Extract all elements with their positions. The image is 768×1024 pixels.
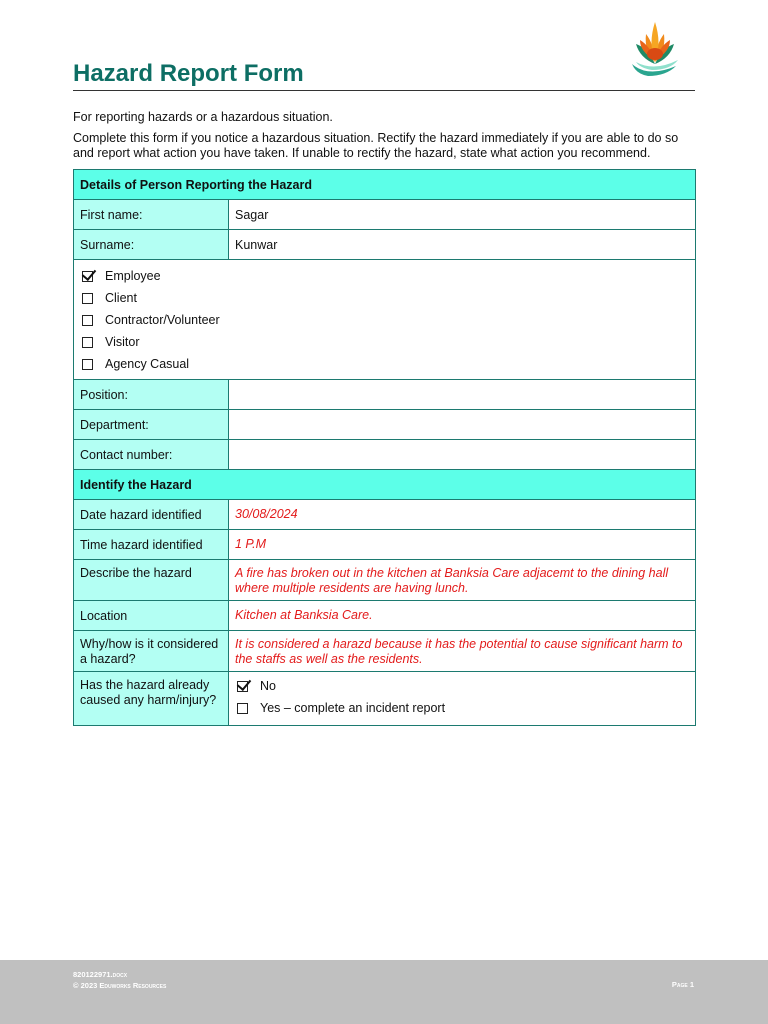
page-title: Hazard Report Form [73,60,304,87]
role-label: Agency Casual [105,357,190,371]
date-identified-label: Date hazard identified [74,500,229,530]
harm-option-label: No [260,679,276,693]
checkbox-checked-icon[interactable] [82,271,93,282]
harm-caused-label: Has the hazard already caused any harm/injury? [74,672,229,726]
department-field[interactable] [229,410,696,440]
role-option-employee[interactable] [80,265,689,287]
role-option-agency-casual[interactable] [80,353,689,375]
role-option-client[interactable] [80,287,689,309]
checkbox-icon[interactable] [82,293,93,304]
describe-hazard-label: Describe the hazard [74,560,229,601]
time-identified-label: Time hazard identified [74,530,229,560]
section-heading-identify: Identify the Hazard [74,470,696,500]
role-label: Client [105,291,137,305]
first-name-label: First name: [74,200,229,230]
describe-hazard-field[interactable]: A fire has broken out in the kitchen at Banksia Care adjacemt to the dining hall where multiple residents are having lunch. [229,560,696,601]
role-label: Visitor [105,335,140,349]
page-number: Page 1 [671,980,694,989]
lotus-flower-logo-icon [626,18,684,78]
harm-option-label: Yes – complete an incident report [260,701,446,715]
copyright-text: © 2023 Eduworks Resources [73,981,167,990]
checkbox-icon[interactable] [237,703,248,714]
checkbox-icon[interactable] [82,359,93,370]
title-divider [73,90,695,91]
contact-number-label: Contact number: [74,440,229,470]
department-label: Department: [74,410,229,440]
position-field[interactable] [229,380,696,410]
location-field[interactable]: Kitchen at Banksia Care. [229,601,696,631]
harm-caused-options [229,672,696,726]
why-hazard-label: Why/how is it considered a hazard? [74,631,229,672]
role-label: Employee [105,269,161,283]
section-heading-reporter: Details of Person Reporting the Hazard [74,170,696,200]
contact-number-field[interactable] [229,440,696,470]
first-name-field[interactable]: Sagar [229,200,696,230]
time-identified-field[interactable]: 1 P.M [229,530,696,560]
role-label: Contractor/Volunteer [105,313,220,327]
role-option-contractor[interactable] [80,309,689,331]
checkbox-checked-icon[interactable] [237,681,248,692]
harm-option-yes[interactable] [235,697,689,719]
hazard-report-table [73,169,696,726]
why-hazard-field[interactable]: It is considered a harazd because it has the potential to cause significant harm to the staffs as well as the residents. [229,631,696,672]
position-label: Position: [74,380,229,410]
harm-option-no[interactable] [235,675,689,697]
intro-line-2: Complete this form if you notice a hazardous situation. Rectify the hazard immediately if you are able to do so and report what action you have taken. If unable to rectify the hazard, state what action you recommend. [73,131,679,160]
date-identified-field[interactable]: 30/08/2024 [229,500,696,530]
checkbox-icon[interactable] [82,315,93,326]
reporter-role-options [74,260,696,380]
page-footer [0,960,768,1024]
surname-label: Surname: [74,230,229,260]
location-label: Location [74,601,229,631]
document-id: 820122971.docx [73,970,128,979]
surname-field[interactable]: Kunwar [229,230,696,260]
intro-line-1: For reporting hazards or a hazardous situation. [73,110,333,124]
intro-text [73,110,695,167]
checkbox-icon[interactable] [82,337,93,348]
footer-left [73,969,166,991]
role-option-visitor[interactable] [80,331,689,353]
